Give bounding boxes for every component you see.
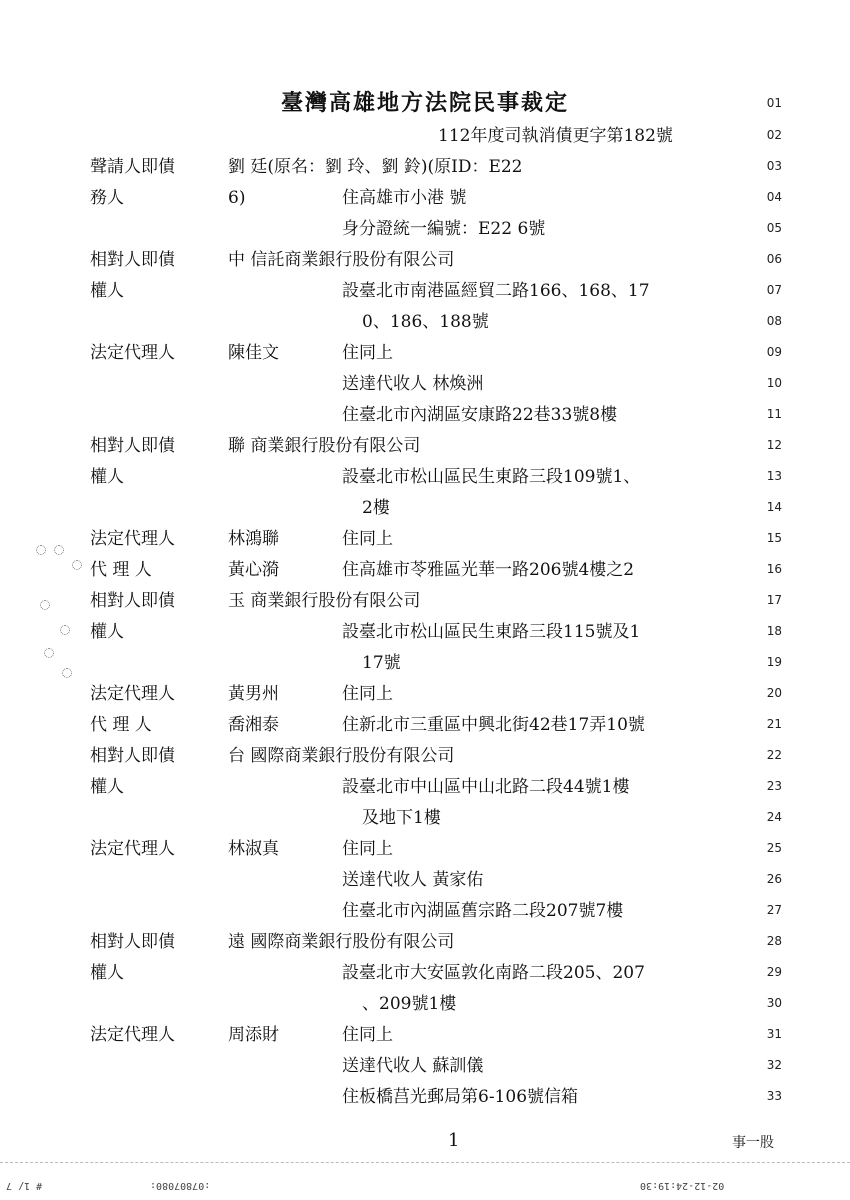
- line-number: 05: [766, 221, 782, 235]
- party-role-label: 權人: [90, 281, 124, 301]
- party-name: 林淑真: [228, 839, 279, 859]
- line-number: 30: [766, 996, 782, 1010]
- party-address: 設臺北市中山區中山北路二段44號1樓: [342, 777, 630, 797]
- party-role-label: 相對人即債: [90, 746, 175, 766]
- party-role-label: 權人: [90, 622, 124, 642]
- party-role-label: 法定代理人: [90, 839, 175, 859]
- party-address: 送達代收人 林煥洲: [342, 374, 484, 394]
- case-number: 112年度司執消債更字第182號: [438, 126, 673, 146]
- fax-divider: [0, 1162, 850, 1163]
- party-address: 住同上: [342, 343, 393, 363]
- line-number: 01: [766, 96, 782, 110]
- party-address-continued: 、209號1樓: [362, 994, 457, 1014]
- line-number: 16: [766, 562, 782, 576]
- party-role-label: 法定代理人: [90, 529, 175, 549]
- party-role-label: 相對人即債: [90, 932, 175, 952]
- page-number: 1: [448, 1130, 460, 1151]
- line-number: 27: [766, 903, 782, 917]
- line-number: 31: [766, 1027, 782, 1041]
- party-name: 台 國際商業銀行股份有限公司: [228, 746, 455, 766]
- party-name: 黃男州: [228, 684, 279, 704]
- party-role-label: 相對人即債: [90, 591, 175, 611]
- department-label: 事一股: [732, 1135, 774, 1151]
- party-role-label: 代 理 人: [90, 560, 152, 580]
- punch-hole-mark: [60, 625, 70, 635]
- punch-hole-mark: [54, 545, 64, 555]
- party-role-label: 權人: [90, 963, 124, 983]
- fax-number: :07807080:: [150, 1180, 211, 1191]
- party-role-label: 聲請人即債: [90, 157, 175, 177]
- line-number: 21: [766, 717, 782, 731]
- party-role-label: 法定代理人: [90, 343, 175, 363]
- document-title: 臺灣高雄地方法院民事裁定: [280, 90, 569, 116]
- party-name: 遠 國際商業銀行股份有限公司: [228, 932, 455, 952]
- punch-hole-mark: [44, 648, 54, 658]
- punch-hole-mark: [36, 545, 46, 555]
- line-number: 09: [766, 345, 782, 359]
- party-address: 住新北市三重區中興北街42巷17弄10號: [342, 715, 645, 735]
- line-number: 08: [766, 314, 782, 328]
- party-role-label: 法定代理人: [90, 684, 175, 704]
- line-number: 18: [766, 624, 782, 638]
- party-role-label: 法定代理人: [90, 1025, 175, 1045]
- party-address: 住同上: [342, 684, 393, 704]
- line-number: 24: [766, 810, 782, 824]
- party-role-label: 代 理 人: [90, 715, 152, 735]
- line-number: 13: [766, 469, 782, 483]
- punch-hole-mark: [40, 600, 50, 610]
- line-number: 02: [766, 128, 782, 142]
- party-address: 住臺北市內湖區舊宗路二段207號7樓: [342, 901, 624, 921]
- punch-hole-mark: [72, 560, 82, 570]
- line-number: 12: [766, 438, 782, 452]
- party-name: 黃心漪: [228, 560, 279, 580]
- fax-timestamp: 02-12-24:19:30: [640, 1180, 725, 1191]
- line-number: 06: [766, 252, 782, 266]
- party-address-continued: 及地下1樓: [362, 808, 441, 828]
- party-role-label: 權人: [90, 777, 124, 797]
- line-number: 11: [766, 407, 782, 421]
- party-address: 設臺北市大安區敦化南路二段205、207: [342, 963, 645, 983]
- line-number: 33: [766, 1089, 782, 1103]
- party-name: 喬湘泰: [228, 715, 279, 735]
- line-number: 14: [766, 500, 782, 514]
- party-address: 送達代收人 蘇訓儀: [342, 1056, 484, 1076]
- party-address: 設臺北市松山區民生東路三段115號及1: [342, 622, 641, 642]
- party-role-label: 相對人即債: [90, 436, 175, 456]
- fax-page-indicator: # 1/ 7: [6, 1180, 43, 1191]
- party-name: 陳佳文: [228, 343, 279, 363]
- party-name: 玉 商業銀行股份有限公司: [228, 591, 421, 611]
- party-address: 住同上: [342, 839, 393, 859]
- party-address: 住臺北市內湖區安康路22巷33號8樓: [342, 405, 618, 425]
- party-name: 周添財: [228, 1025, 279, 1045]
- line-number: 20: [766, 686, 782, 700]
- line-number: 25: [766, 841, 782, 855]
- party-name: 中 信託商業銀行股份有限公司: [228, 250, 455, 270]
- party-address: 住板橋莒光郵局第6-106號信箱: [342, 1087, 579, 1107]
- line-number: 15: [766, 531, 782, 545]
- line-number: 19: [766, 655, 782, 669]
- line-number: 17: [766, 593, 782, 607]
- line-number: 03: [766, 159, 782, 173]
- party-address: 送達代收人 黃家佑: [342, 870, 484, 890]
- party-address-continued: 0、186、188號: [362, 312, 489, 332]
- punch-hole-mark: [62, 668, 72, 678]
- line-number: 32: [766, 1058, 782, 1072]
- party-address-continued: 2樓: [362, 498, 390, 518]
- party-address: 住高雄市苓雅區光華一路206號4樓之2: [342, 560, 635, 580]
- party-address: 設臺北市松山區民生東路三段109號1、: [342, 467, 641, 487]
- party-name: 6): [228, 188, 246, 208]
- party-address: 設臺北市南港區經貿二路166、168、17: [342, 281, 650, 301]
- line-number: 23: [766, 779, 782, 793]
- line-number: 26: [766, 872, 782, 886]
- party-address-continued: 17號: [362, 653, 401, 673]
- party-address: 身分證統一編號：E22 6號: [342, 219, 546, 239]
- line-number: 22: [766, 748, 782, 762]
- party-address: 住同上: [342, 1025, 393, 1045]
- party-role-label: 相對人即債: [90, 250, 175, 270]
- line-number: 28: [766, 934, 782, 948]
- party-address: 住高雄市小港 號: [342, 188, 467, 208]
- line-number: 04: [766, 190, 782, 204]
- line-number: 07: [766, 283, 782, 297]
- party-address: 住同上: [342, 529, 393, 549]
- party-role-label: 權人: [90, 467, 124, 487]
- line-number: 29: [766, 965, 782, 979]
- party-name: 林鴻聯: [228, 529, 279, 549]
- party-name: 劉 廷(原名：劉 玲、劉 鈴)(原ID：E22: [228, 157, 523, 177]
- party-role-label: 務人: [90, 188, 124, 208]
- party-name: 聯 商業銀行股份有限公司: [228, 436, 421, 456]
- line-number: 10: [766, 376, 782, 390]
